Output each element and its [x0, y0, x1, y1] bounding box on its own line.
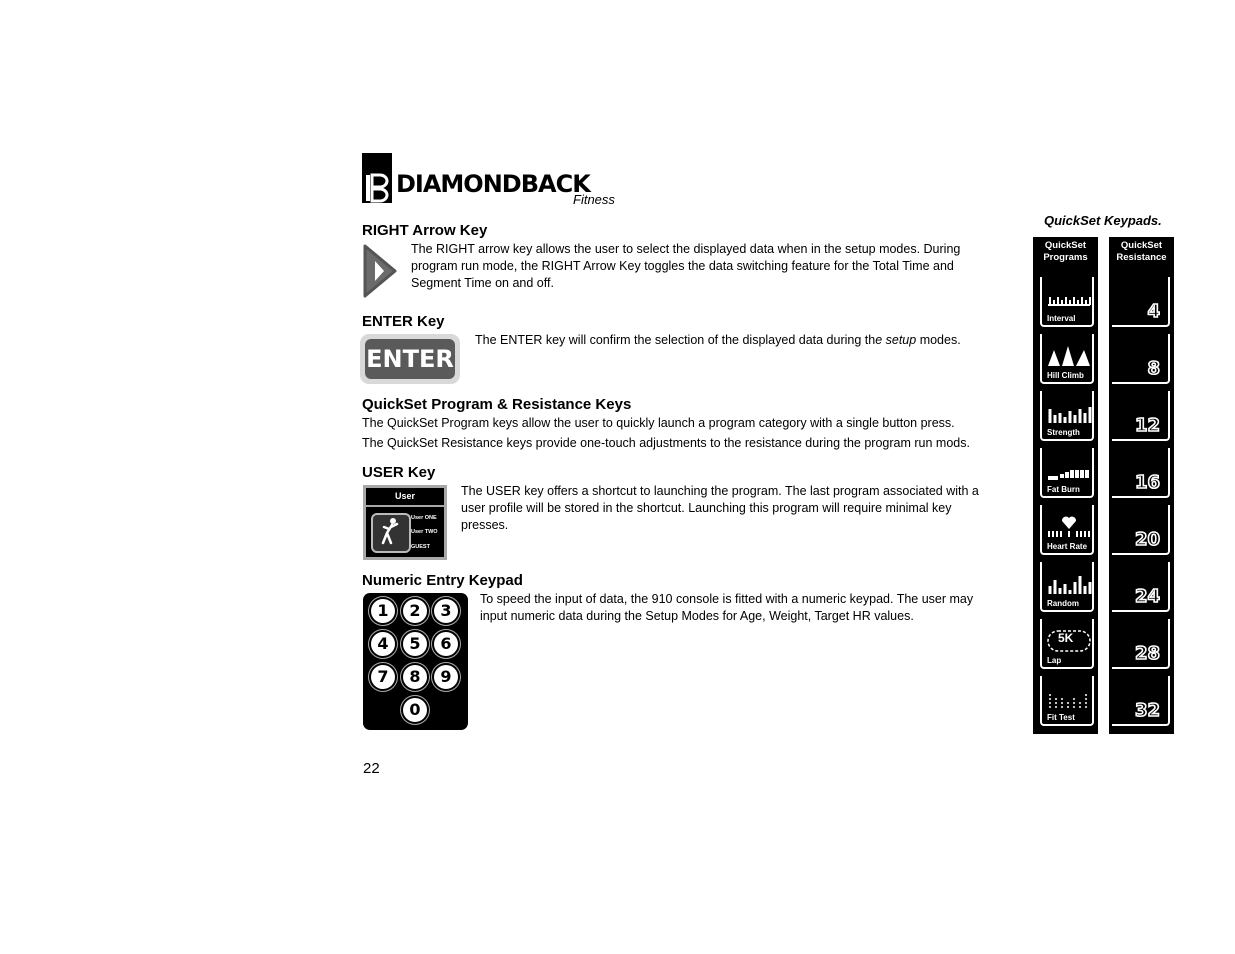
resistance-header-line-1: QuickSet [1120, 240, 1163, 251]
right-arrow-text-3: Segment Time on and off. [411, 276, 554, 290]
resistance-value: 20 [1134, 529, 1160, 550]
random-profile-icon [1046, 572, 1092, 596]
resistance-key-12 [1112, 391, 1170, 441]
numpad-key-1: 1 [371, 599, 395, 623]
right-arrow-heading: RIGHT Arrow Key [362, 222, 488, 239]
resistance-header [1109, 240, 1174, 264]
resistance-key-24 [1112, 562, 1170, 612]
enter-key-label: ENTER [365, 339, 455, 379]
numpad-key-5: 5 [403, 632, 427, 656]
diamondback-logo [362, 153, 622, 209]
resistance-value: 4 [1147, 301, 1160, 322]
strength-profile-icon [1046, 401, 1092, 425]
program-label-fat-burn: Fat Burn [1047, 485, 1080, 494]
enter-text-b: modes. [916, 333, 961, 347]
numpad-key-4: 4 [371, 632, 395, 656]
logo-subtitle: Fitness [573, 192, 615, 207]
programs-header-line-1: QuickSet [1044, 240, 1087, 251]
numpad-key-7: 7 [371, 665, 395, 689]
programs-header [1033, 240, 1098, 264]
resistance-key-28 [1112, 619, 1170, 669]
numeric-heading: Numeric Entry Keypad [362, 572, 523, 589]
resistance-value: 8 [1147, 358, 1160, 379]
program-label-heart-rate: Heart Rate [1047, 542, 1088, 551]
user-option-1: User ONE [411, 515, 437, 521]
program-key-hill-climb [1040, 334, 1094, 384]
user-key-body [366, 507, 444, 557]
program-label-hill-climb: Hill Climb [1047, 371, 1084, 380]
numeric-text-1: To speed the input of data, the 910 console is fitted with a numeric keypad. The user may [480, 592, 974, 606]
right-arrow-key-icon [362, 243, 398, 299]
enter-key-icon [360, 334, 460, 384]
program-key-interval [1040, 277, 1094, 327]
quickset-heading: QuickSet Program & Resistance Keys [362, 396, 632, 413]
numpad-key-3: 3 [434, 599, 458, 623]
resistance-value: 28 [1134, 643, 1160, 664]
right-arrow-text-1: The RIGHT arrow key allows the user to select the displayed data when in the setup modes. During [411, 242, 961, 256]
fat-burn-profile-icon [1046, 458, 1092, 482]
numpad-key-8: 8 [403, 665, 427, 689]
program-key-fat-burn [1040, 448, 1094, 498]
user-option-2: User TWO [411, 529, 438, 535]
stretching-figure-icon [371, 513, 411, 553]
quickset-programs-column [1033, 237, 1098, 734]
programs-header-line-2: Programs [1043, 252, 1088, 263]
program-key-lap [1040, 619, 1094, 669]
resistance-value: 16 [1134, 472, 1160, 493]
numpad-key-6: 6 [434, 632, 458, 656]
resistance-key-4 [1112, 277, 1170, 327]
quickset-text-2: The QuickSet Resistance keys provide one-touch adjustments to the resistance during the program run mods. [362, 436, 970, 450]
user-heading: USER Key [362, 464, 436, 481]
numpad-key-9: 9 [434, 665, 458, 689]
quickset-keypads-caption: QuickSet Keypads. [1044, 213, 1162, 228]
program-label-strength: Strength [1047, 428, 1080, 437]
page-number: 22 [363, 760, 380, 777]
heart-rate-profile-icon [1046, 515, 1092, 539]
user-key-header: User [366, 488, 444, 505]
program-key-heart-rate [1040, 505, 1094, 555]
program-key-strength [1040, 391, 1094, 441]
program-key-random [1040, 562, 1094, 612]
lap-badge: 5K [1058, 631, 1074, 645]
numpad-key-0: 0 [403, 698, 427, 722]
quickset-text-1: The QuickSet Program keys allow the user to quickly launch a program category with a single button press. [362, 416, 955, 430]
fit-test-profile-icon [1046, 686, 1092, 710]
numpad-key-2: 2 [403, 599, 427, 623]
program-label-lap: Lap [1047, 656, 1062, 665]
user-text-2: user profile will be stored in the shortcut. Launching this program will require minimal key [461, 501, 952, 515]
resistance-key-32 [1112, 676, 1170, 726]
enter-text [475, 332, 961, 349]
program-label-random: Random [1047, 599, 1079, 608]
user-option-3: GUEST [411, 544, 430, 550]
hill-climb-profile-icon [1046, 344, 1092, 368]
program-key-fit-test [1040, 676, 1094, 726]
user-key-icon [363, 485, 447, 560]
user-text-3: presses. [461, 518, 509, 532]
logo-wordmark: DIAMONDBACK [396, 170, 590, 198]
right-arrow-text-2: program run mode, the RIGHT Arrow Key toggles the data switching feature for the Total Time and [411, 259, 954, 273]
logo-mark-icon [362, 153, 392, 203]
user-text-1: The USER key offers a shortcut to launching the program. The last program associated with a [461, 484, 979, 498]
numeric-text-2: input numeric data during the Setup Modes for Age, Weight, Target HR values. [480, 609, 914, 623]
quickset-resistance-column [1109, 237, 1174, 734]
program-label-fit-test: Fit Test [1047, 713, 1075, 722]
resistance-value: 24 [1134, 586, 1160, 607]
numeric-keypad-icon [363, 593, 468, 730]
enter-heading: ENTER Key [362, 313, 445, 330]
resistance-key-16 [1112, 448, 1170, 498]
enter-text-em: e setup [875, 333, 917, 347]
resistance-value: 32 [1134, 700, 1160, 721]
enter-text-a: The ENTER key will confirm the selection of the displayed data during th [475, 333, 876, 347]
program-label-interval: Interval [1047, 314, 1076, 323]
resistance-key-20 [1112, 505, 1170, 555]
interval-profile-icon [1046, 287, 1092, 309]
resistance-key-8 [1112, 334, 1170, 384]
resistance-header-line-2: Resistance [1116, 252, 1167, 263]
resistance-value: 12 [1134, 415, 1160, 436]
